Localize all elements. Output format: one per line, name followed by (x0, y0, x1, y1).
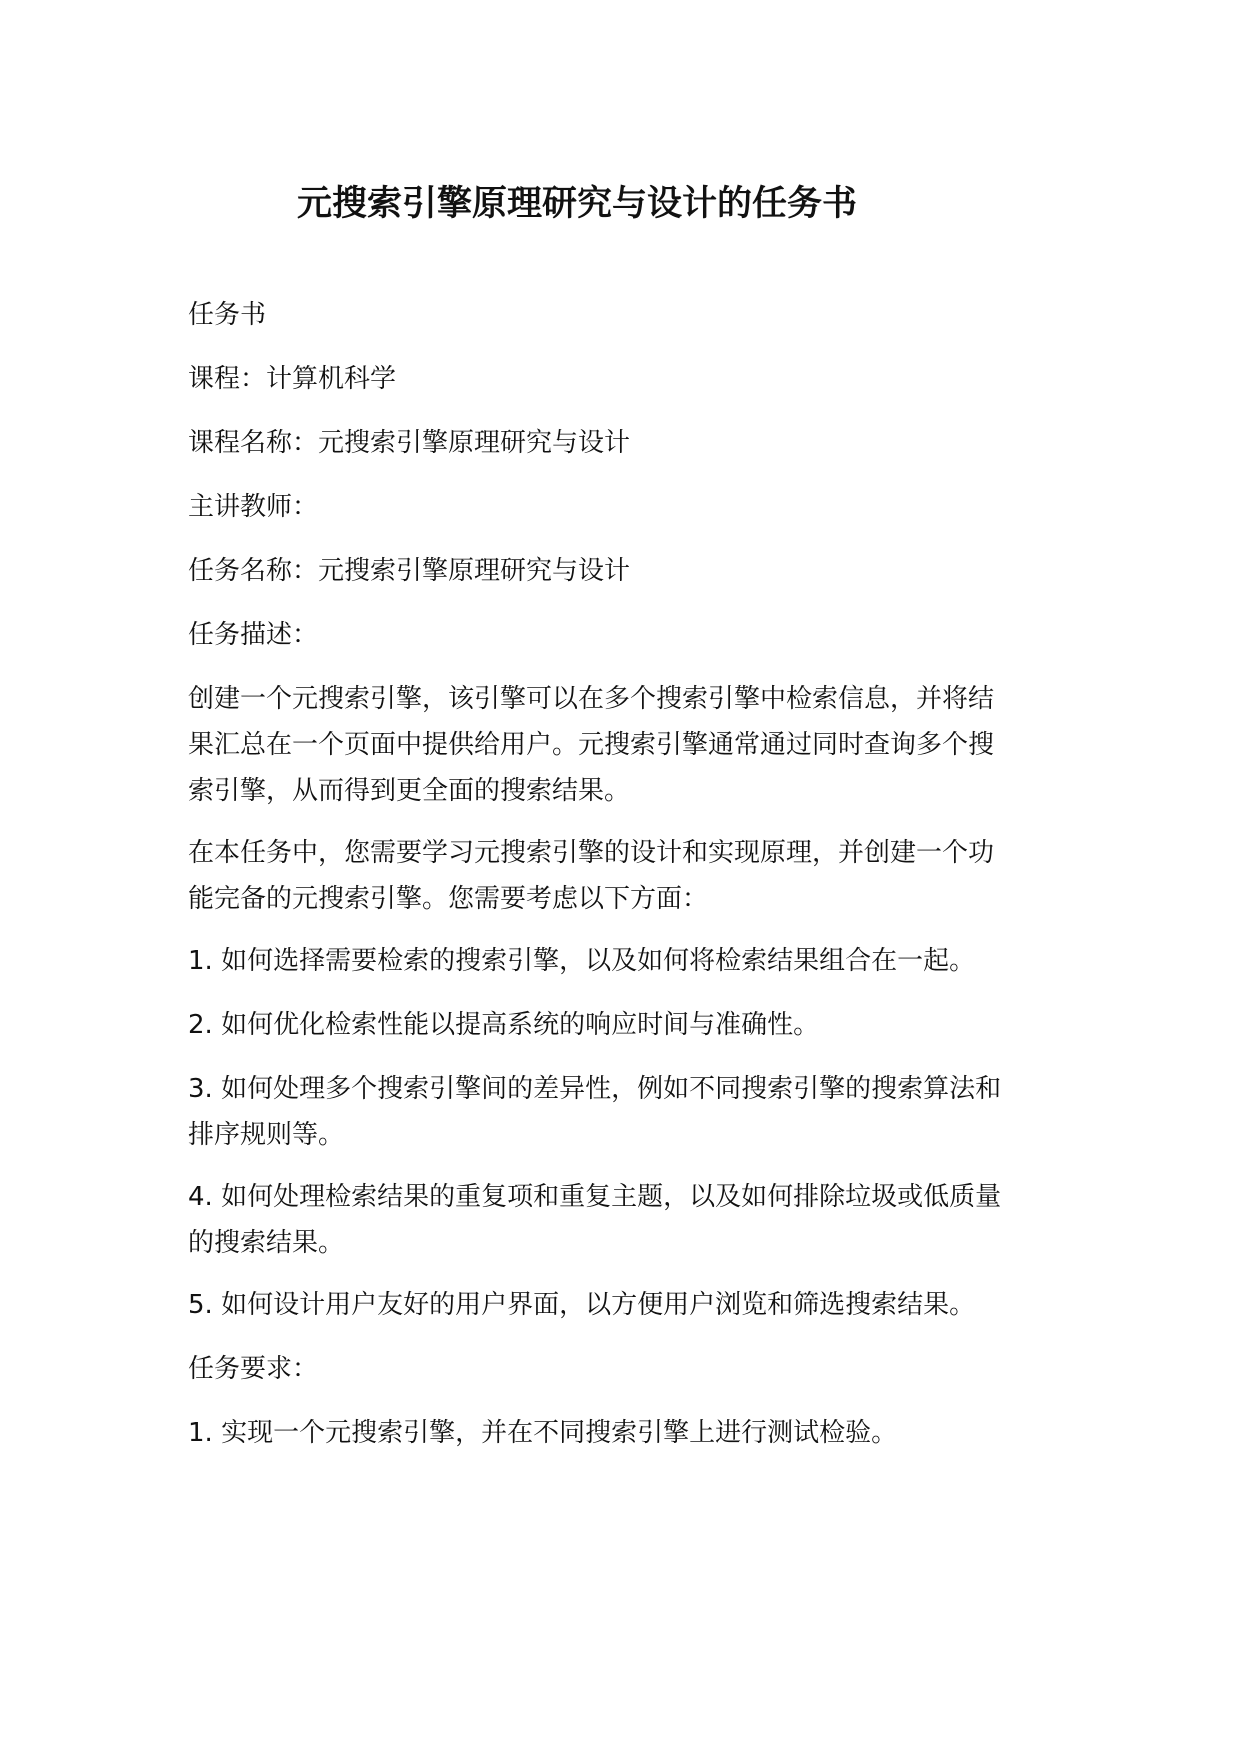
consideration-item (188, 1002, 1068, 1048)
document-title: 元搜索引擎原理研究与设计的任务书 (296, 184, 857, 224)
description-paragraph-1-line: 索引擎，从而得到更全面的搜索结果。 (188, 776, 631, 806)
consideration-item-line: 5. 如何设计用户友好的用户界面，以方便用户浏览和筛选搜索结果。 (188, 1290, 976, 1320)
description-heading: 任务描述： (188, 620, 319, 650)
lecturer-line: 主讲教师： (188, 492, 319, 522)
consideration-item (188, 1066, 1068, 1158)
description-paragraph-1-line: 果汇总在一个页面中提供给用户。元搜索引擎通常通过同时查询多个搜 (188, 730, 995, 760)
header-label: 任务书 (188, 300, 267, 330)
course-line: 课程：计算机科学 (188, 364, 397, 394)
requirements-heading: 任务要求： (188, 1354, 319, 1384)
description-paragraph-2 (188, 830, 1068, 922)
consideration-item-line: 的搜索结果。 (188, 1228, 345, 1258)
description-paragraph-1 (188, 676, 1068, 814)
task-name-line: 任务名称：元搜索引擎原理研究与设计 (188, 556, 631, 586)
requirement-item: 1. 实现一个元搜索引擎，并在不同搜索引擎上进行测试检验。 (188, 1418, 898, 1448)
description-paragraph-2-line: 在本任务中，您需要学习元搜索引擎的设计和实现原理，并创建一个功 (188, 838, 995, 868)
description-paragraph-2-line: 能完备的元搜索引擎。您需要考虑以下方面： (188, 884, 709, 914)
consideration-item-line: 3. 如何处理多个搜索引擎间的差异性，例如不同搜索引擎的搜索算法和 (188, 1074, 1002, 1104)
consideration-item-line: 4. 如何处理检索结果的重复项和重复主题，以及如何排除垃圾或低质量 (188, 1182, 1002, 1212)
consideration-item-line: 排序规则等。 (188, 1120, 345, 1150)
consideration-item-line: 1. 如何选择需要检索的搜索引擎，以及如何将检索结果组合在一起。 (188, 946, 976, 976)
consideration-item (188, 1282, 1068, 1328)
consideration-item (188, 938, 1068, 984)
course-name-line: 课程名称：元搜索引擎原理研究与设计 (188, 428, 631, 458)
consideration-item (188, 1174, 1068, 1266)
description-paragraph-1-line: 创建一个元搜索引擎，该引擎可以在多个搜索引擎中检索信息，并将结 (188, 684, 995, 714)
consideration-item-line: 2. 如何优化检索性能以提高系统的响应时间与准确性。 (188, 1010, 820, 1040)
